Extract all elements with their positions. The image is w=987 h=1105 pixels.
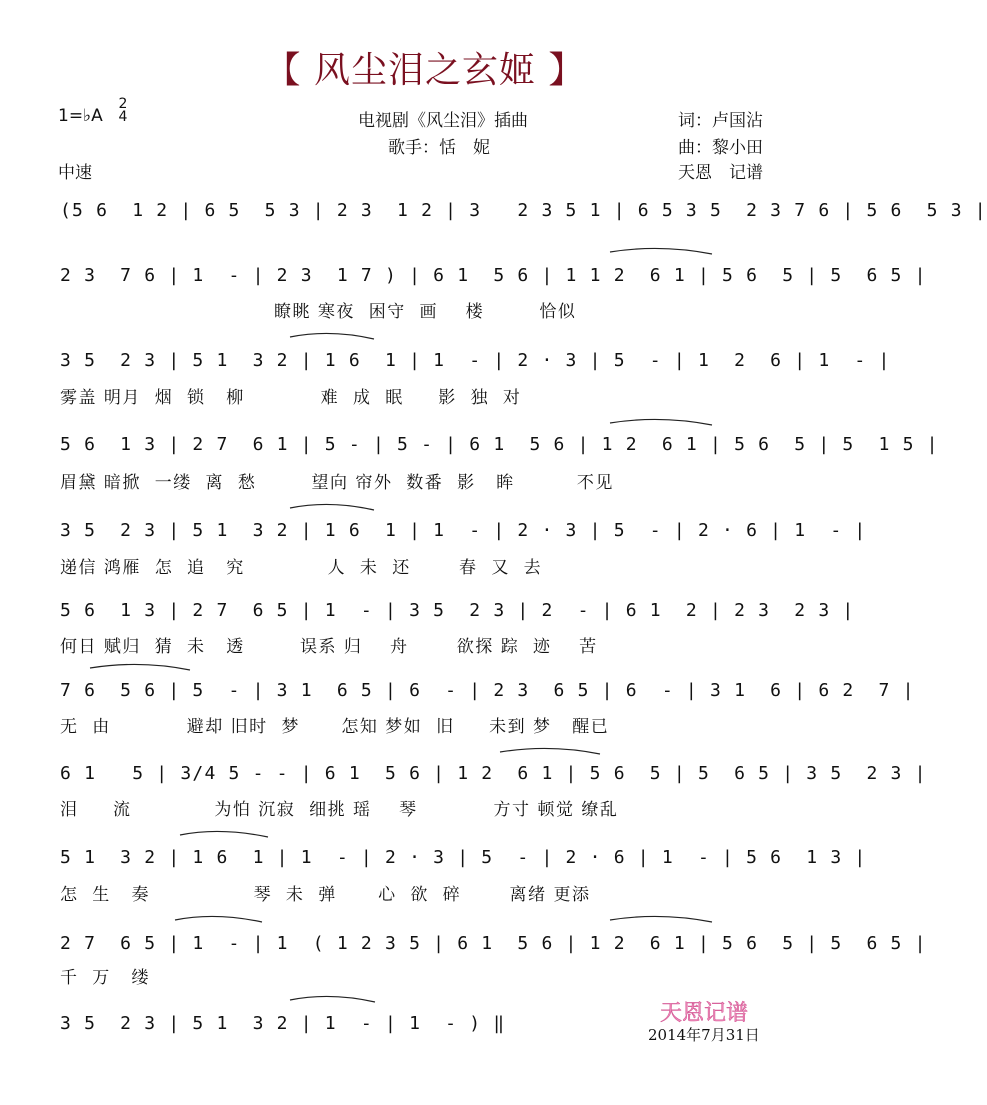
slur-mark (180, 831, 268, 837)
lyrics-line-8: 泪 流 为怕 沉寂 细挑 瑶 琴 方寸 顿觉 缭乱 (60, 800, 619, 820)
notation-line-10: 2 7 6 5 | 1 - | 1 ( 1 2 3 5 | 6 1 5 6 | 1 2 6 1 | 5 6 5 | 5 6 5 | (60, 933, 927, 954)
lyrics-line-6: 何日 赋归 猜 未 透 误系 归 舟 欲探 踪 迹 苦 (60, 637, 598, 657)
lyricist: 词：卢国沾 (678, 111, 763, 131)
notation-line-5: 3 5 2 3 | 5 1 3 2 | 1 6 1 | 1 - | 2 · 3 | 5 - | 2 · 6 | 1 - | (60, 520, 867, 541)
lyrics-line-5: 递信 鸿雁 怎 追 究 人 未 还 春 又 去 (60, 558, 543, 578)
song-title: 【 风尘泪之玄姬 】 (264, 50, 586, 91)
lyrics-line-3: 雾盖 明月 烟 锁 柳 难 成 眠 影 独 对 (60, 388, 522, 408)
subtitle: 电视剧《风尘泪》插曲 (358, 111, 528, 131)
notation-line-3: 3 5 2 3 | 5 1 3 2 | 1 6 1 | 1 - | 2 · 3 | 5 - | 1 2 6 | 1 - | (60, 350, 891, 371)
slur-mark (610, 916, 712, 922)
composer: 曲：黎小田 (678, 138, 763, 158)
notation-line-11: 3 5 2 3 | 5 1 3 2 | 1 - | 1 - ) ‖ (60, 1013, 506, 1034)
notation-line-1: (5 6 1 2 | 6 5 5 3 | 2 3 1 2 | 3 2 3 5 1 | 6 5 3 5 2 3 7 6 | 5 6 5 3 | (60, 200, 987, 221)
key-signature: 1=♭A (58, 106, 103, 126)
singer: 歌手：恬 妮 (388, 138, 490, 158)
transcription-date: 2014年7月31日 (648, 1026, 760, 1044)
lyrics-line-7: 无 由 避却 旧时 梦 怎知 梦如 旧 未到 梦 醒已 (60, 717, 610, 737)
slur-mark (500, 748, 600, 754)
notation-line-4: 5 6 1 3 | 2 7 6 1 | 5 - | 5 - | 6 1 5 6 | 1 2 6 1 | 5 6 5 | 5 1 5 | (60, 434, 939, 455)
slur-mark (610, 248, 712, 254)
notation-line-8: 6 1 5 | 3/4 5 - - | 6 1 5 6 | 1 2 6 1 | 5 6 5 | 5 6 5 | 3 5 2 3 | (60, 763, 927, 784)
notation-line-2: 2 3 7 6 | 1 - | 2 3 1 7 ) | 6 1 5 6 | 1 1 2 6 1 | 5 6 5 | 5 6 5 | (60, 265, 927, 286)
tempo: 中速 (58, 163, 92, 183)
time-signature: 2 4 (118, 96, 128, 125)
slur-mark (290, 996, 375, 1002)
lyrics-line-4: 眉黛 暗掀 一缕 离 愁 望向 帘外 数番 影 眸 不见 (60, 473, 614, 493)
notation-line-7: 7 6 5 6 | 5 - | 3 1 6 5 | 6 - | 2 3 6 5 | 6 - | 3 1 6 | 6 2 7 | (60, 680, 915, 701)
transcriber: 天恩 记谱 (678, 163, 763, 183)
lyrics-line-10: 千 万 缕 (60, 968, 151, 988)
lyrics-line-2: 瞭眺 寒夜 困守 画 楼 恰似 (60, 302, 577, 322)
slur-mark (90, 664, 190, 670)
slur-mark (290, 504, 374, 510)
slur-mark (610, 419, 712, 425)
notation-line-6: 5 6 1 3 | 2 7 6 5 | 1 - | 3 5 2 3 | 2 - | 6 1 2 | 2 3 2 3 | (60, 600, 855, 621)
lyrics-line-9: 怎 生 奏 琴 未 弹 心 欲 碎 离绪 更添 (60, 885, 591, 905)
slur-mark (290, 333, 374, 339)
notation-line-9: 5 1 3 2 | 1 6 1 | 1 - | 2 · 3 | 5 - | 2 · 6 | 1 - | 5 6 1 3 | (60, 847, 867, 868)
transcriber-stamp: 天恩记谱 (659, 1001, 748, 1026)
slur-mark (175, 916, 262, 922)
